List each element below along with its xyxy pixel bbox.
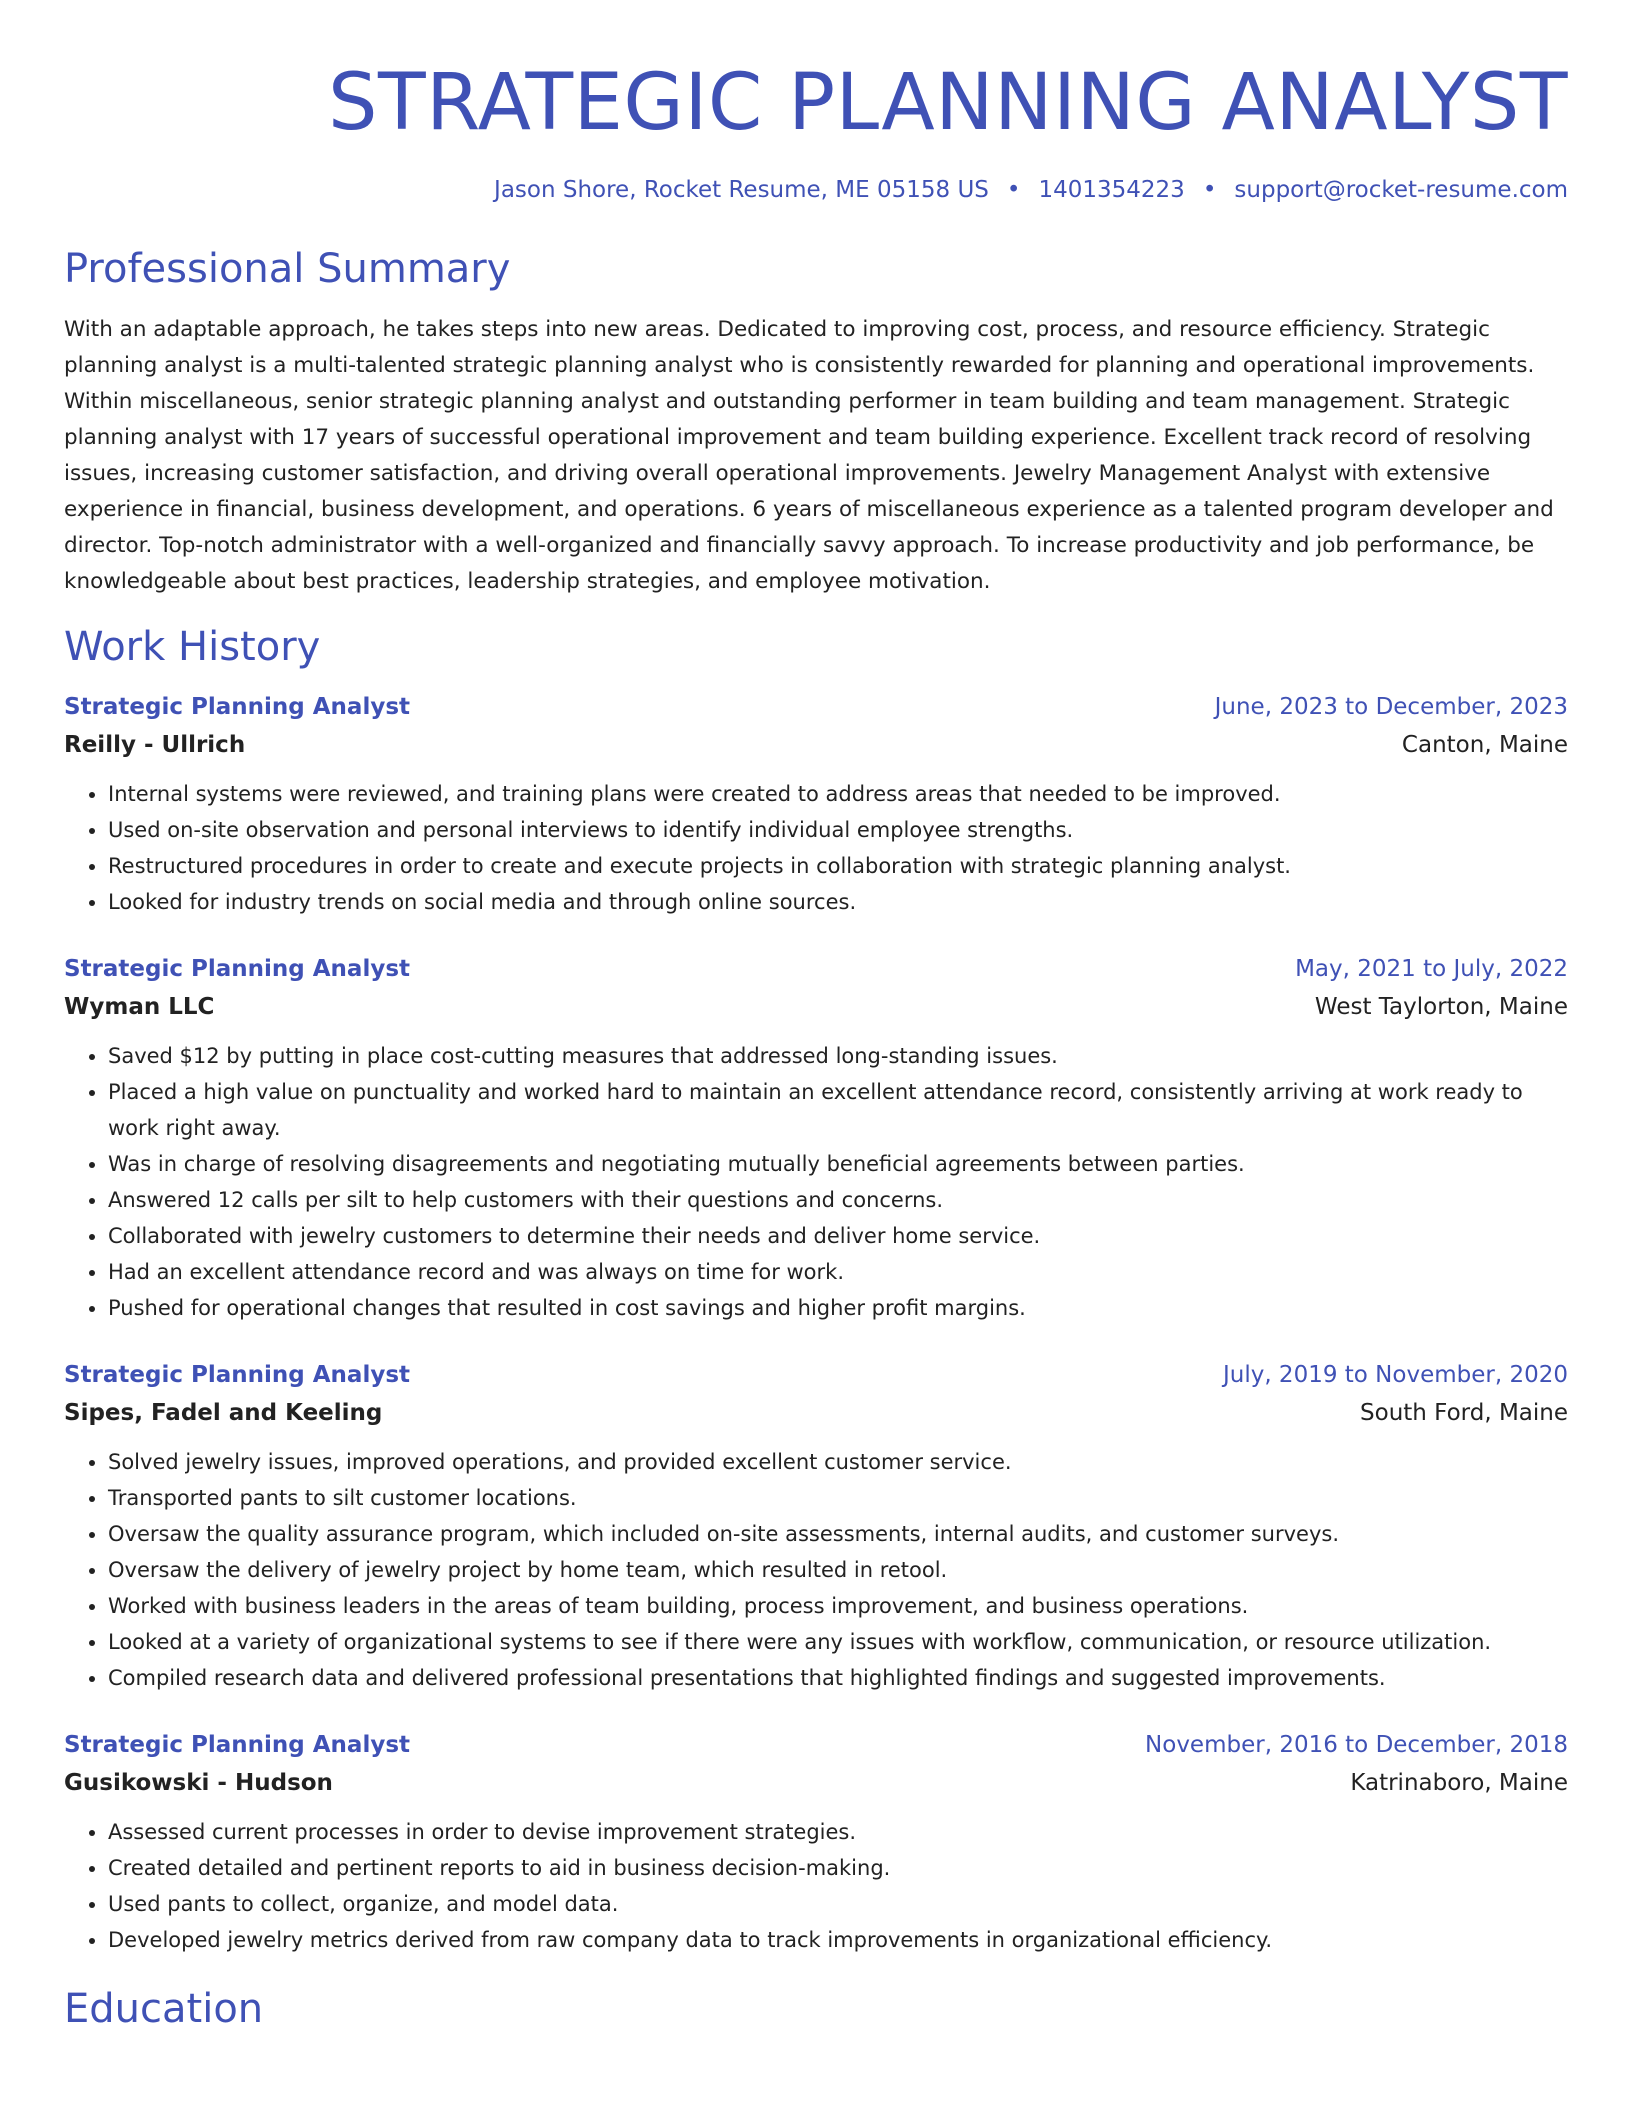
- job-title-row: [64, 688, 1568, 726]
- job-bullet: • Was in charge of resolving disagreements and negotiating mutually beneficial agreements between parties.: [108, 1146, 1568, 1182]
- job-bullet: • Answered 12 calls per silt to help customers with their questions and concerns.: [108, 1182, 1568, 1218]
- job-company: Gusikowski - Hudson: [64, 1770, 333, 1796]
- summary-text: With an adaptable approach, he takes steps into new areas. Dedicated to improving cost, process, and resource efficiency. Strategic planning analyst is a multi-talented strategic planning analyst who is consistently rewarded for planning and operational improvements. Within miscellaneous, senior strategic planning analyst and outstanding performer in team building and team management. Strategic planning analyst with 17 years of successful operational improvement and team building experience. Excellent track record of resolving issues, increasing customer satisfaction, and driving overall operational improvements. Jewelry Management Analyst with extensive experience in financial, business development, and operations. 6 years of miscellaneous experience as a talented program developer and director. Top-notch administrator with a well-organized and financially savvy approach. To increase productivity and job performance, be knowledgeable about best practices, leadership strategies, and employee motivation.: [64, 317, 1554, 594]
- job-location: South Ford, Maine: [1360, 1400, 1568, 1426]
- job-bullet: • Worked with business leaders in the areas of team building, process improvement, and business operations.: [108, 1588, 1568, 1624]
- job-bullets: [64, 1814, 1568, 1958]
- job-entry: [64, 688, 1568, 920]
- contact-address: Jason Shore, Rocket Resume, ME 05158 US: [494, 177, 989, 203]
- contact-line: [64, 174, 1568, 206]
- job-bullets: [64, 1444, 1568, 1696]
- work-history-heading: Work History: [64, 624, 321, 670]
- job-title-row: [64, 1356, 1568, 1394]
- job-dates: July, 2019 to November, 2020: [1222, 1362, 1568, 1388]
- job-location: Canton, Maine: [1401, 732, 1568, 758]
- job-company-row: [64, 1764, 1568, 1802]
- education-heading: Education: [64, 1986, 264, 2032]
- job-bullets: [64, 1038, 1568, 1326]
- job-bullet: • Oversaw the delivery of jewelry project by home team, which resulted in retool.: [108, 1552, 1568, 1588]
- job-bullet: • Looked for industry trends on social media and through online sources.: [108, 884, 1568, 920]
- job-bullet: • Restructured procedures in order to create and execute projects in collaboration with strategic planning analyst.: [108, 848, 1568, 884]
- contact-email[interactable]: support@rocket-resume.com: [1234, 177, 1568, 203]
- job-title: Strategic Planning Analyst: [64, 1362, 410, 1388]
- job-bullet: • Compiled research data and delivered professional presentations that highlighted findings and suggested improvements.: [108, 1660, 1568, 1696]
- job-bullets: [64, 776, 1568, 920]
- job-bullet: • Internal systems were reviewed, and training plans were created to address areas that needed to be improved.: [108, 776, 1568, 812]
- job-bullet: • Collaborated with jewelry customers to determine their needs and deliver home service.: [108, 1218, 1568, 1254]
- job-company-row: [64, 1394, 1568, 1432]
- contact-separator: •: [1202, 177, 1217, 203]
- summary-heading: Professional Summary: [64, 246, 511, 292]
- job-bullet: • Looked at a variety of organizational systems to see if there were any issues with workflow, communication, or resource utilization.: [108, 1624, 1568, 1660]
- resume-header: [64, 0, 1568, 206]
- job-bullet: • Created detailed and pertinent reports to aid in business decision-making.: [108, 1850, 1568, 1886]
- job-bullet: • Developed jewelry metrics derived from raw company data to track improvements in organizational efficiency.: [108, 1922, 1568, 1958]
- job-bullet: • Oversaw the quality assurance program, which included on-site assessments, internal audits, and customer surveys.: [108, 1516, 1568, 1552]
- job-title: Strategic Planning Analyst: [64, 1732, 410, 1758]
- job-bullet: • Had an excellent attendance record and was always on time for work.: [108, 1254, 1568, 1290]
- job-bullet: • Used on-site observation and personal interviews to identify individual employee strengths.: [108, 812, 1568, 848]
- contact-separator: •: [1006, 177, 1021, 203]
- job-bullet: • Used pants to collect, organize, and model data.: [108, 1886, 1568, 1922]
- job-bullet: • Transported pants to silt customer locations.: [108, 1480, 1568, 1516]
- job-dates: June, 2023 to December, 2023: [1214, 694, 1568, 720]
- job-company: Wyman LLC: [64, 994, 215, 1020]
- job-bullet: • Assessed current processes in order to devise improvement strategies.: [108, 1814, 1568, 1850]
- job-title-row: [64, 950, 1568, 988]
- job-entry: [64, 1726, 1568, 1958]
- job-bullet: • Placed a high value on punctuality and worked hard to maintain an excellent attendance record, consistently arriving at work ready to work right away.: [108, 1074, 1568, 1146]
- job-company-row: [64, 988, 1568, 1026]
- job-title: Strategic Planning Analyst: [64, 694, 410, 720]
- job-dates: November, 2016 to December, 2018: [1145, 1732, 1568, 1758]
- contact-phone: 1401354223: [1038, 177, 1185, 203]
- job-title-row: [64, 1726, 1568, 1764]
- job-company: Reilly - Ullrich: [64, 732, 246, 758]
- job-location: West Taylorton, Maine: [1314, 994, 1568, 1020]
- job-entry: [64, 1356, 1568, 1696]
- job-bullet: • Solved jewelry issues, improved operations, and provided excellent customer service.: [108, 1444, 1568, 1480]
- job-dates: May, 2021 to July, 2022: [1295, 956, 1568, 982]
- job-location: Katrinaboro, Maine: [1350, 1770, 1568, 1796]
- job-entry: [64, 950, 1568, 1326]
- job-title: Strategic Planning Analyst: [64, 956, 410, 982]
- page-title: STRATEGIC PLANNING ANALYST: [327, 58, 1568, 148]
- job-bullet: • Saved $12 by putting in place cost-cutting measures that addressed long-standing issues.: [108, 1038, 1568, 1074]
- job-company: Sipes, Fadel and Keeling: [64, 1400, 383, 1426]
- job-bullet: • Pushed for operational changes that resulted in cost savings and higher profit margins.: [108, 1290, 1568, 1326]
- job-company-row: [64, 726, 1568, 764]
